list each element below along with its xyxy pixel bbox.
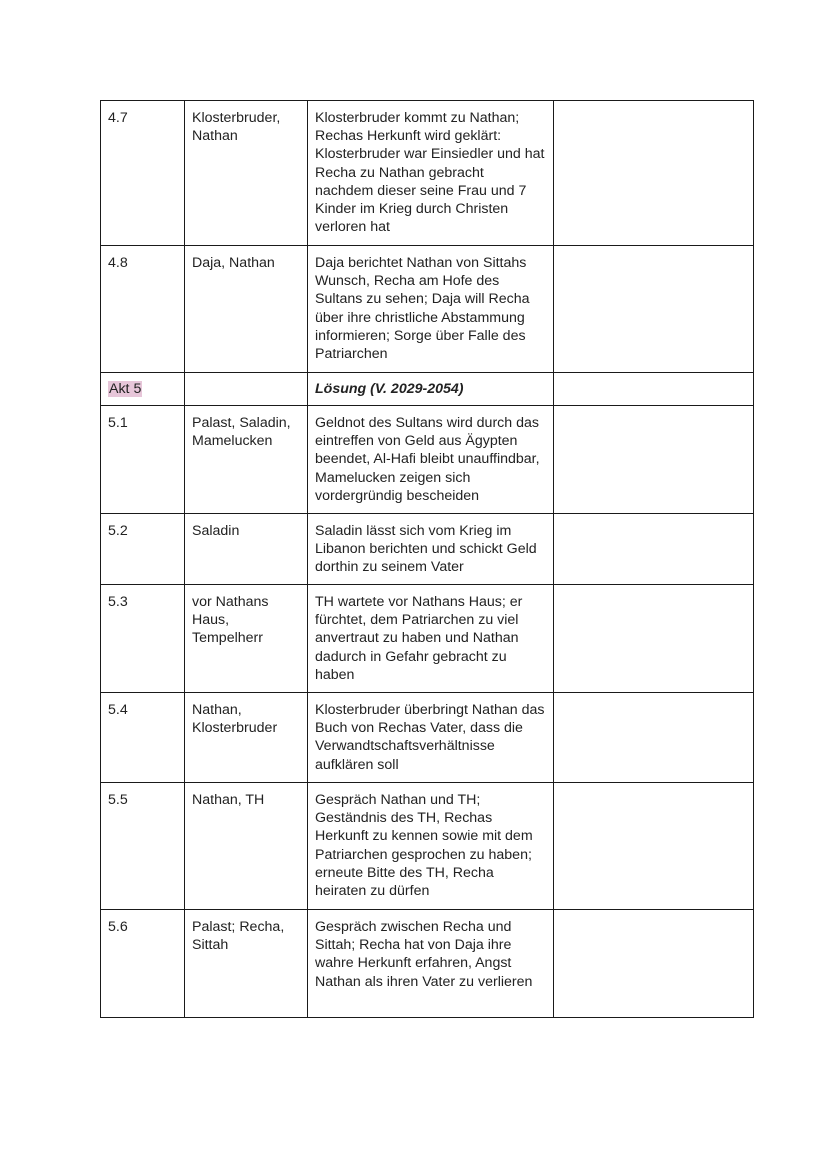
act-title-cell <box>308 373 554 406</box>
scene-notes <box>554 585 754 693</box>
scene-place: Nathan, TH <box>185 783 308 910</box>
scene-number: 5.1 <box>101 406 185 514</box>
act-header-row <box>101 373 754 406</box>
scene-number: 4.7 <box>101 101 185 246</box>
scene-place: Nathan, Klosterbruder <box>185 693 308 783</box>
act-title: Lösung (V. 2029-2054) <box>315 381 464 397</box>
scene-number: 5.6 <box>101 910 185 1018</box>
scene-place: Palast; Recha, Sittah <box>185 910 308 1018</box>
scene-content: Daja berichtet Nathan von Sittahs Wunsch, Recha am Hofe des Sultans zu sehen; Daja will Recha über ihre christliche Abstammung informieren; Sorge über Falle des Patriarchen <box>308 246 554 373</box>
scene-notes <box>554 373 754 406</box>
scene-notes <box>554 101 754 246</box>
table-row <box>101 693 754 783</box>
scene-place: Daja, Nathan <box>185 246 308 373</box>
scene-content: Klosterbruder kommt zu Nathan; Rechas Herkunft wird geklärt: Klosterbruder war Einsiedler und hat Recha zu Nathan gebracht nachdem dieser seine Frau und 7 Kinder im Krieg durch Christen verloren hat <box>308 101 554 246</box>
scene-place: vor Nathans Haus, Tempelherr <box>185 585 308 693</box>
scene-notes <box>554 514 754 585</box>
scene-notes <box>554 246 754 373</box>
table-row <box>101 246 754 373</box>
scene-content: TH wartete vor Nathans Haus; er fürchtet, dem Patriarchen zu viel anvertraut zu haben und Nathan dadurch in Gefahr gebracht zu haben <box>308 585 554 693</box>
table-row <box>101 406 754 514</box>
scene-content: Geldnot des Sultans wird durch das eintreffen von Geld aus Ägypten beendet, Al-Hafi bleibt unauffindbar, Mamelucken zeigen sich vordergründig bescheiden <box>308 406 554 514</box>
scene-content: Saladin lässt sich vom Krieg im Libanon berichten und schickt Geld dorthin zu seinem Vater <box>308 514 554 585</box>
table-row <box>101 101 754 246</box>
scene-number: 5.5 <box>101 783 185 910</box>
act-cell <box>101 373 185 406</box>
scene-notes <box>554 910 754 1018</box>
act-label: Akt 5 <box>109 381 142 397</box>
scene-content: Gespräch zwischen Recha und Sittah; Recha hat von Daja ihre wahre Herkunft erfahren, Angst Nathan als ihren Vater zu verlieren <box>308 910 554 1018</box>
scene-place: Palast, Saladin, Mamelucken <box>185 406 308 514</box>
table-row <box>101 585 754 693</box>
scene-number: 5.2 <box>101 514 185 585</box>
scene-notes <box>554 783 754 910</box>
table-row <box>101 514 754 585</box>
scene-notes <box>554 693 754 783</box>
scene-place: Saladin <box>185 514 308 585</box>
scene-table <box>100 100 754 1018</box>
scene-place <box>185 373 308 406</box>
scene-content: Klosterbruder überbringt Nathan das Buch von Rechas Vater, dass die Verwandtschaftsverhältnisse aufklären soll <box>308 693 554 783</box>
table-row <box>101 783 754 910</box>
scene-place: Klosterbruder, Nathan <box>185 101 308 246</box>
scene-number: 5.3 <box>101 585 185 693</box>
scene-number: 4.8 <box>101 246 185 373</box>
scene-notes <box>554 406 754 514</box>
scene-number: 5.4 <box>101 693 185 783</box>
scene-content: Gespräch Nathan und TH; Geständnis des TH, Rechas Herkunft zu kennen sowie mit dem Patriarchen gesprochen zu haben; erneute Bitte des TH, Recha heiraten zu dürfen <box>308 783 554 910</box>
table-row <box>101 910 754 1018</box>
